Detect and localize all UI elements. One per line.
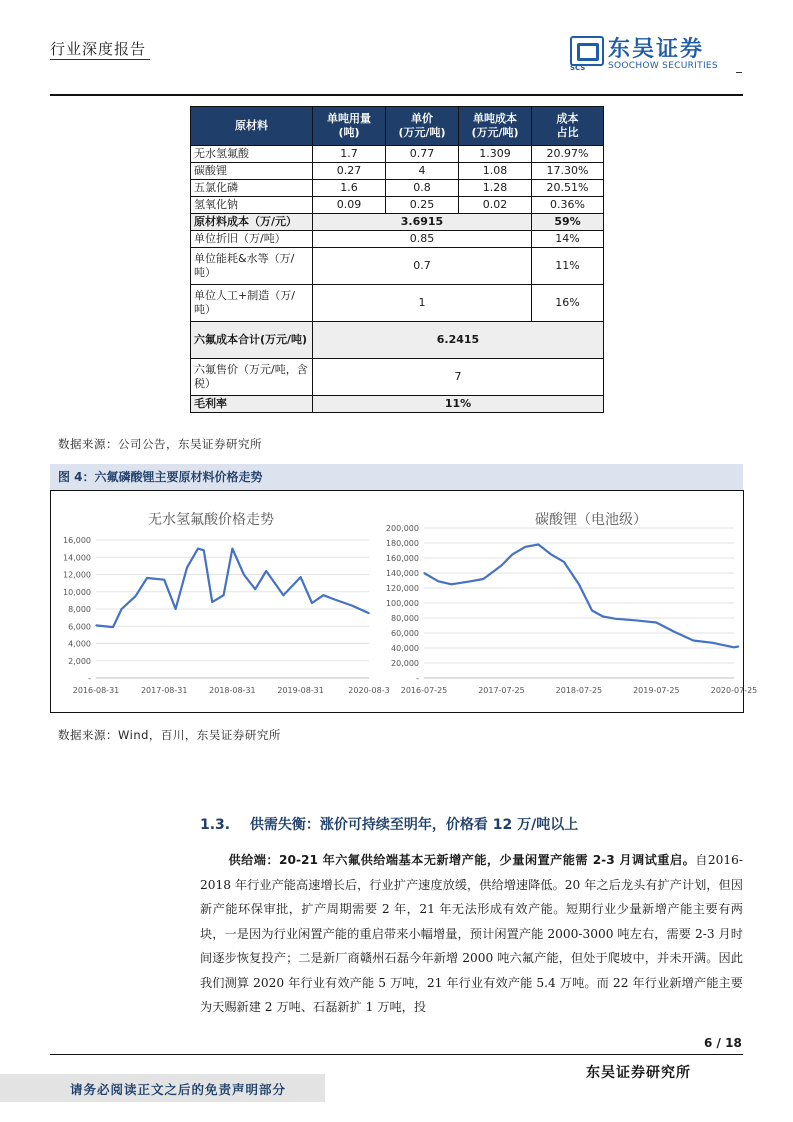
cell-price: 0.8 [386, 180, 459, 197]
chart-hf-price [51, 490, 390, 710]
col-header-price: 单价 (万元/吨) [386, 107, 459, 146]
chart-lithium-carbonate [376, 490, 758, 710]
cell-usage: 1.6 [313, 180, 386, 197]
col-header-usage: 单吨用量 (吨) [313, 107, 386, 146]
data-point [243, 574, 245, 576]
data-point [175, 608, 177, 610]
data-point [673, 631, 675, 633]
data-point [135, 595, 137, 597]
cell-share: 14% [532, 231, 604, 248]
y-tick-label: 200,000 [385, 524, 419, 533]
x-tick-label: 2020-08-3 [348, 686, 390, 695]
y-tick-label: 120,000 [385, 584, 419, 593]
cell-name: 五氯化磷 [191, 180, 313, 197]
table-row-margin [191, 396, 604, 413]
data-point [512, 554, 514, 556]
data-point [438, 581, 440, 583]
data-point [311, 602, 313, 604]
table-row-total-cost [191, 322, 604, 359]
data-point [733, 647, 735, 649]
y-tick-label: 8,000 [68, 605, 91, 614]
cell-label: 原材料成本（万/元） [191, 214, 313, 231]
y-tick-label: 6,000 [68, 622, 91, 632]
data-point [334, 599, 336, 601]
cell-usage: 0.09 [313, 197, 386, 214]
data-point [368, 613, 370, 615]
data-point [591, 610, 593, 612]
col-header-cost: 单吨成本 (万元/吨) [459, 107, 532, 146]
cell-price: 4 [386, 163, 459, 180]
cell-share: 11% [532, 248, 604, 285]
y-tick-label: 180,000 [385, 539, 419, 548]
x-tick-label: 2017-07-25 [478, 686, 525, 695]
company-logo [570, 34, 740, 74]
y-tick-label: 20,000 [391, 659, 419, 668]
cell-label: 单位折旧（万/吨） [191, 231, 313, 248]
cell-share: 20.97% [532, 146, 604, 163]
paragraph-body: 2016-2018 年行业产能高速增长后，行业扩产速度放缓，供给增速降低。20 年之后龙头有扩产计划，但因新产能环保审批，扩产周期需要 2 年，21 年无法形成有效产能。短期行业少量新增产能主要有两块，一是因为行业闲置产能的重启带来小幅增量，预计闲置产能 2000-3000 吨左右，需要 2-3 月时间逐步恢复投产；二是新厂商赣州石磊今年新增 2000 吨六氟产能，但处于爬坡中，并未开满。因此我们测算 2020 年行业有效产能 5 万吨，21 年行业有效产能 5.4 万吨。而 22 年行业新增产能主要为天赐新建 2 万吨、石磊新扩 1 万吨，投 [200, 853, 743, 1014]
cell-name: 氢氧化钠 [191, 197, 313, 214]
data-point [712, 642, 714, 644]
cell-name: 碳酸锂 [191, 163, 313, 180]
chart-title: 无水氢氟酸价格走势 [148, 512, 274, 528]
page-number: 6 / 18 [704, 1036, 742, 1050]
footer-org: 东吴证券研究所 [586, 1065, 691, 1081]
y-tick-label: 140,000 [385, 569, 419, 578]
cell-cost: 0.02 [459, 197, 532, 214]
table-row-depreciation [191, 231, 604, 248]
x-tick-label: 2018-07-25 [555, 686, 603, 695]
paragraph-body-start: 自 [695, 853, 708, 867]
y-tick-label: 100,000 [385, 599, 419, 608]
cell-share: 59% [532, 214, 604, 231]
data-point [550, 554, 552, 556]
cell-value: 0.7 [313, 248, 532, 285]
data-point [563, 561, 565, 563]
x-tick-label: 2016-07-25 [400, 686, 448, 695]
figure-source: 数据来源：Wind，百川，东吴证券研究所 [58, 728, 281, 742]
data-point [211, 601, 213, 603]
data-point [300, 576, 302, 578]
x-tick-label: 2019-07-25 [633, 686, 680, 695]
table-row-raw-total [191, 214, 604, 231]
cell-value: 1 [313, 285, 532, 322]
cell-usage: 0.27 [313, 163, 386, 180]
footer-divider [50, 1054, 743, 1055]
data-point [163, 579, 165, 581]
cell-label: 单位人工+制造（万/吨） [191, 285, 313, 322]
y-tick-label: 80,000 [391, 614, 419, 623]
x-tick-label: 2016-08-31 [72, 686, 120, 695]
cell-share: 17.30% [532, 163, 604, 180]
table-row-labor [191, 285, 604, 322]
logo-mark-icon [570, 36, 604, 66]
section-heading: 供需失衡：涨价可持续至明年，价格看 12 万/吨以上 [249, 817, 579, 833]
cell-share: 20.51% [532, 180, 604, 197]
table-source: 数据来源：公司公告，东吴证券研究所 [58, 437, 262, 451]
report-type-underline [50, 59, 150, 60]
cell-share: 0.36% [532, 197, 604, 214]
data-point [223, 594, 225, 596]
y-tick-label: 160,000 [385, 554, 419, 563]
data-point [197, 548, 199, 550]
body-paragraph [200, 848, 743, 1020]
data-point [121, 608, 123, 610]
cell-label: 毛利率 [191, 396, 313, 413]
cell-price: 0.77 [386, 146, 459, 163]
cell-label: 六氟售价（万元/吨，含税） [191, 359, 313, 396]
figure-title-text: 图 4：六氟磷酸锂主要原材料价格走势 [58, 470, 263, 484]
data-point [738, 646, 740, 648]
section-number: 1.3. [200, 817, 231, 833]
y-tick-label: 2,000 [68, 656, 91, 666]
x-tick-label: 2017-08-31 [140, 686, 188, 695]
y-tick-label: - [416, 674, 419, 683]
col-header-share: 成本 占比 [532, 107, 604, 146]
table-row-price [191, 359, 604, 396]
figure-title [50, 464, 743, 491]
cell-value: 3.6915 [313, 214, 532, 231]
cell-value: 7 [313, 359, 604, 396]
cell-cost: 1.08 [459, 163, 532, 180]
cell-usage: 1.7 [313, 146, 386, 163]
x-tick-label: 2019-08-31 [277, 686, 324, 695]
data-point [265, 570, 267, 572]
logo-en-text: SOOCHOW SECURITIES [608, 61, 718, 71]
data-point [525, 546, 527, 548]
data-point [615, 618, 617, 620]
logo-abbr: SCS [570, 64, 586, 72]
y-tick-label: 40,000 [391, 644, 419, 653]
data-point [451, 584, 453, 586]
data-point [538, 544, 540, 546]
disclaimer-text: 请务必阅读正文之后的免责声明部分 [70, 1082, 287, 1097]
x-tick-label: 2020-07-25 [710, 686, 758, 695]
data-point [501, 565, 503, 567]
y-tick-label: - [88, 674, 91, 683]
series-line [424, 545, 739, 648]
x-tick-label: 2018-08-31 [209, 686, 256, 695]
cell-cost: 1.309 [459, 146, 532, 163]
cell-name: 无水氢氟酸 [191, 146, 313, 163]
data-point [232, 548, 234, 550]
data-point [693, 640, 695, 642]
cell-label: 单位能耗&水等（万/吨） [191, 248, 313, 285]
y-tick-label: 16,000 [63, 536, 91, 545]
table-row-energy [191, 248, 604, 285]
data-point [254, 588, 256, 590]
table-row [191, 163, 604, 180]
chart-title: 碳酸锂（电池级） [535, 512, 647, 528]
paragraph-lead: 供给端：20-21 年六氟供给端基本无新增产能，少量闲置产能需 2-3 月调试重启。 [228, 853, 696, 867]
report-type: 行业深度报告 [50, 40, 147, 58]
cell-cost: 1.28 [459, 180, 532, 197]
header-mark [736, 72, 742, 73]
section-title [200, 814, 578, 834]
data-point [146, 577, 148, 579]
figure-box [50, 490, 758, 713]
data-point [470, 581, 472, 583]
table-row [191, 197, 604, 214]
cell-value: 0.85 [313, 231, 532, 248]
data-point [602, 616, 604, 618]
col-header-material: 原材料 [191, 107, 313, 146]
data-point [634, 620, 636, 622]
cell-label: 六氟成本合计(万元/吨) [191, 322, 313, 359]
cost-table [190, 106, 604, 413]
y-tick-label: 4,000 [68, 639, 91, 649]
data-point [656, 622, 658, 624]
data-point [283, 594, 285, 596]
cell-value: 11% [313, 396, 604, 413]
series-line [96, 549, 369, 628]
data-point [186, 567, 188, 569]
data-point [351, 605, 353, 607]
data-point [203, 550, 205, 552]
cell-value: 6.2415 [313, 322, 604, 359]
data-point [112, 626, 114, 628]
y-tick-label: 14,000 [63, 553, 91, 563]
data-point [483, 578, 485, 580]
header-divider [50, 94, 743, 96]
cell-share: 16% [532, 285, 604, 322]
y-tick-label: 10,000 [63, 587, 91, 597]
data-point [95, 625, 97, 627]
cell-price: 0.25 [386, 197, 459, 214]
data-point [423, 572, 425, 574]
data-point [323, 594, 325, 596]
table-row [191, 180, 604, 197]
logo-cn-text: 东吴证券 [608, 37, 705, 62]
y-tick-label: 60,000 [391, 629, 419, 638]
table-row [191, 146, 604, 163]
y-tick-label: 12,000 [63, 570, 91, 580]
data-point [578, 584, 580, 586]
